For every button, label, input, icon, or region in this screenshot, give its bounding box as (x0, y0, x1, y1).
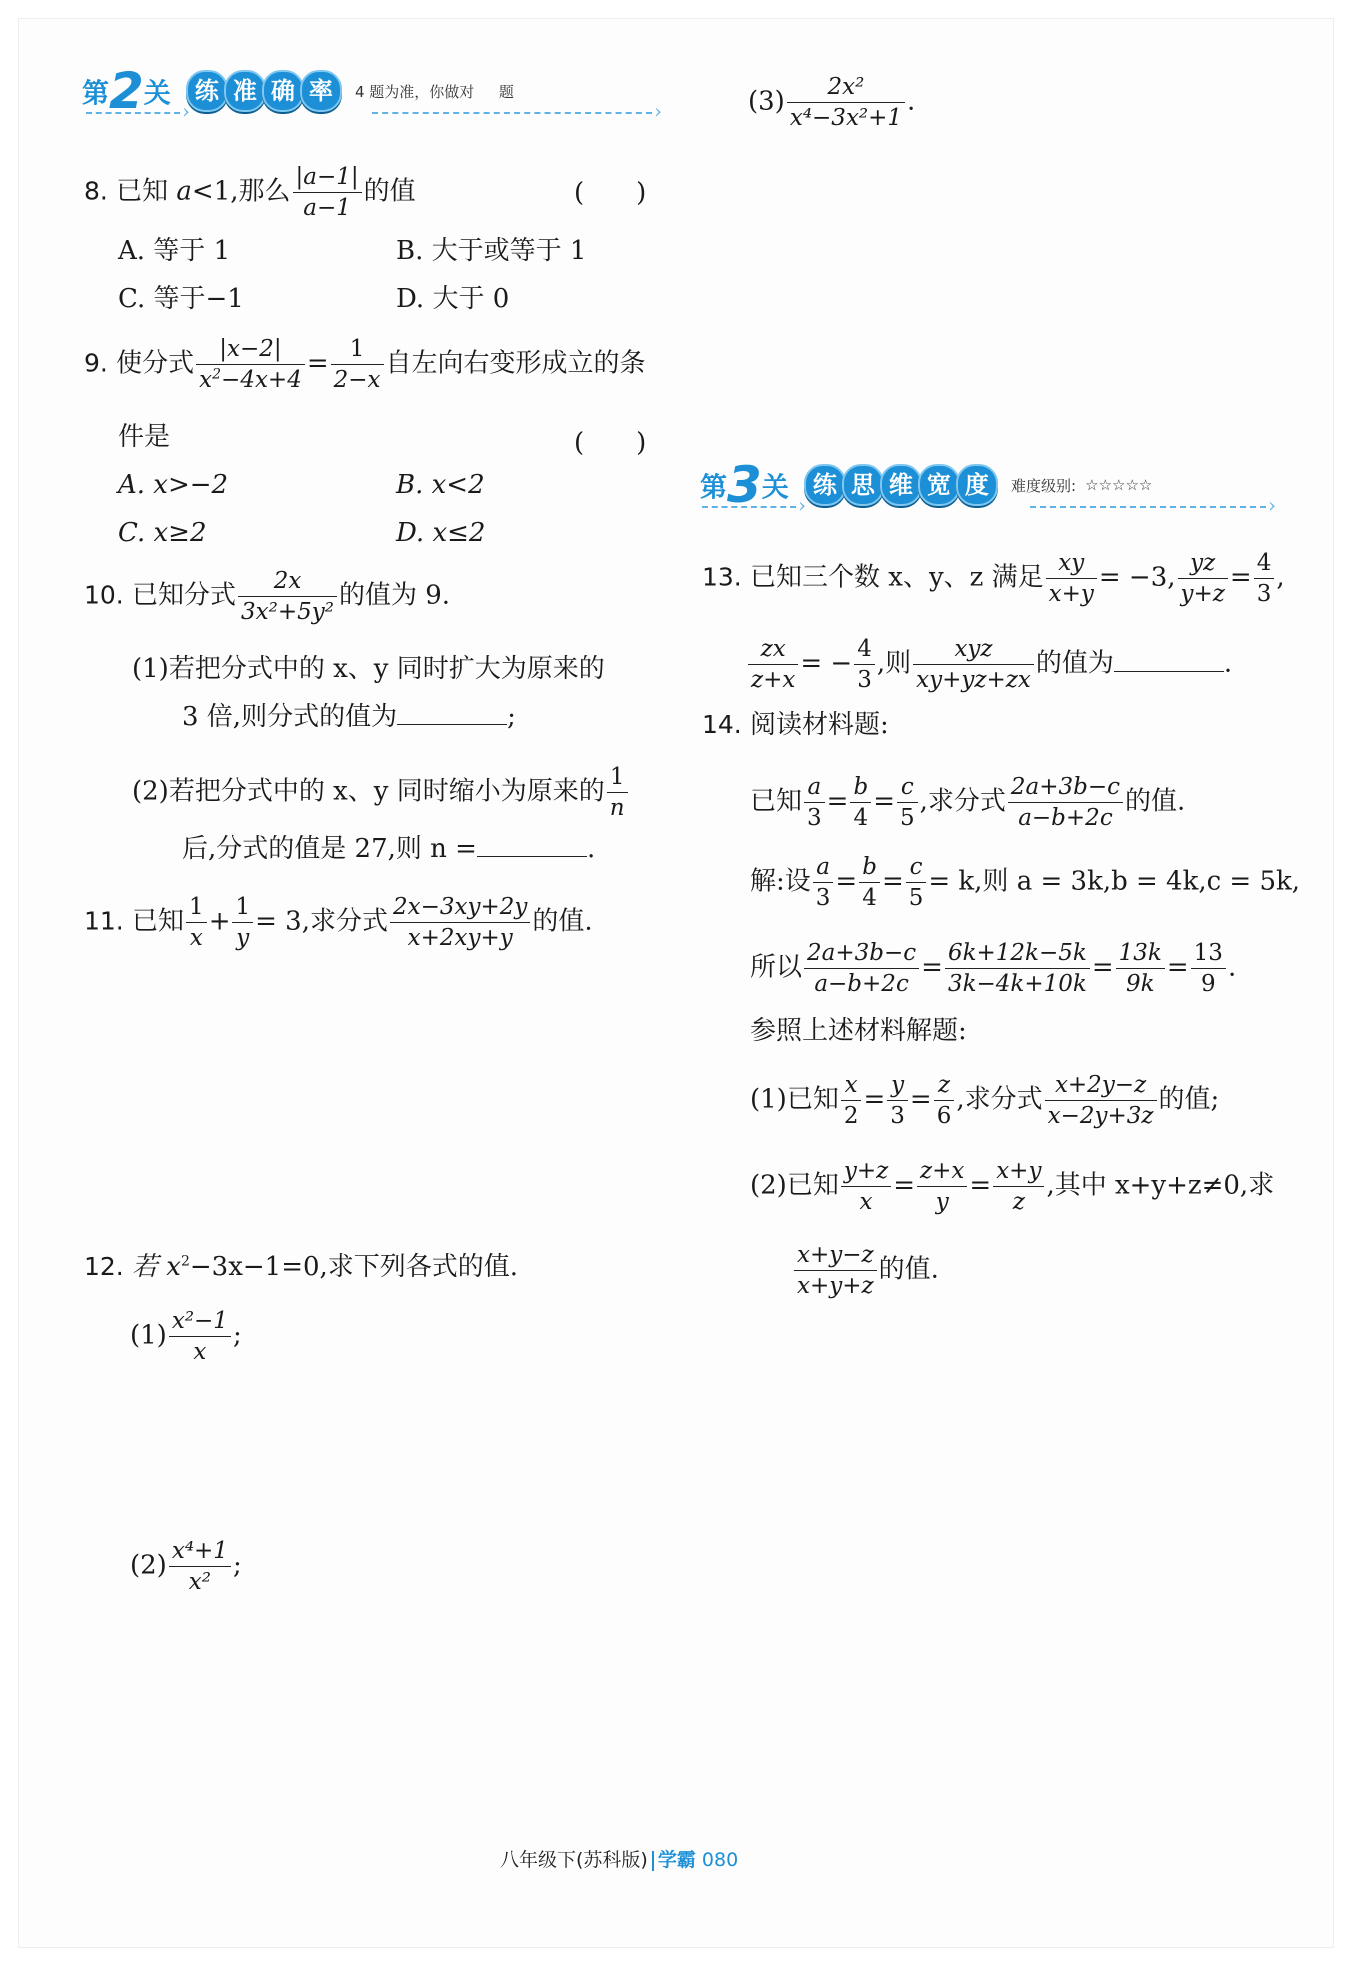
fraction-numerator: b (850, 772, 871, 803)
question-9-option-a: A. x>−2 (118, 470, 229, 500)
fraction-denominator: 3k−4k+10k (947, 971, 1087, 997)
part-1-fraction-c (934, 1070, 955, 1131)
question-9-tail: 自左向右变形成立的条 (385, 348, 646, 379)
question-11-fraction-main (390, 892, 530, 953)
fraction-denominator: y (935, 1189, 949, 1215)
question-12-part-1 (130, 1306, 242, 1367)
question-8-lead: 已知 (116, 176, 177, 207)
question-10-part-2-text: (2)若把分式中的 x、y 同时缩小为原来的 (132, 776, 605, 807)
fraction-numerator: 1 (232, 892, 253, 923)
question-14-reference: 参照上述材料解题: (750, 1016, 967, 1046)
solution-2-fraction-d (1191, 938, 1226, 999)
fraction-denominator: 6 (936, 1103, 952, 1129)
footer-grade: 八年级下(苏科版) (500, 1849, 648, 1871)
section-3-title-char: 宽 (918, 464, 960, 506)
fraction-denominator-var: x (199, 367, 213, 393)
fraction-numerator: c (897, 772, 918, 803)
question-12-part-1-fraction (169, 1306, 231, 1367)
part-2-lead: (2)已知 (750, 1170, 839, 1201)
part-2-fraction-a (841, 1156, 891, 1217)
fraction-numerator: x+y−z (794, 1240, 877, 1271)
fraction-denominator: 3 (807, 805, 822, 831)
fraction-numerator: 2a+3b−c (804, 938, 919, 969)
fraction-numerator: c (906, 852, 927, 883)
fraction-denominator: x⁴−3x²+1 (789, 105, 903, 131)
question-14-title-text: 阅读材料题: (750, 710, 889, 740)
question-8-option-d: D. 大于 0 (396, 284, 510, 314)
fraction-numerator: x²−1 (169, 1306, 231, 1337)
fraction-numerator: zx (748, 634, 798, 665)
fraction-numerator: 4 (1254, 548, 1275, 579)
fraction-denominator: z+x (751, 667, 796, 693)
question-12-part-2 (130, 1536, 242, 1597)
part-label: (3) (748, 86, 785, 117)
question-9-fraction-right (331, 334, 384, 395)
question-9-line-2: 件是 (118, 422, 171, 452)
question-13-then: ,则 (876, 648, 912, 679)
fraction-denominator: x+2xy+y (407, 925, 513, 951)
material-lead: 已知 (750, 786, 803, 817)
fraction-numerator: 13 (1191, 938, 1226, 969)
section-3-title-char: 度 (956, 464, 998, 506)
punctuation: . (1223, 648, 1233, 679)
part-2-tail: 的值. (878, 1254, 939, 1285)
fraction-numerator: |x−2| (196, 334, 305, 365)
solution-2-fraction-b (945, 938, 1090, 999)
question-11-tail: 的值. (532, 906, 593, 937)
fraction-numerator: a (813, 852, 834, 883)
solution-2-fraction-a (804, 938, 919, 999)
material-fraction-main (1008, 772, 1123, 833)
question-10-part-1-line-1: (1)若把分式中的 x、y 同时扩大为原来的 (132, 654, 605, 684)
punctuation: ; (507, 702, 516, 732)
fraction-numerator: 1 (331, 334, 384, 365)
question-11-fraction-b (232, 892, 253, 953)
fraction-numerator: x+2y−z (1045, 1070, 1157, 1101)
fraction-denominator: n (609, 795, 625, 821)
question-10-lead: 已知分式 (132, 580, 237, 611)
question-13-line-2 (746, 634, 1232, 695)
section-3-guan: 关 (761, 472, 789, 504)
fraction-denominator: 9k (1125, 971, 1155, 997)
question-8-var: a (176, 176, 192, 207)
fraction-numerator: 4 (854, 634, 875, 665)
fraction-numerator: y (887, 1070, 908, 1101)
fraction-numerator: xy (1046, 548, 1097, 579)
question-8-option-b: B. 大于或等于 1 (396, 236, 587, 266)
fraction-numerator: y+z (841, 1156, 891, 1187)
fraction-denominator: x (189, 925, 203, 951)
question-13-eq-4: = − (800, 648, 853, 679)
question-13-fraction-6 (913, 634, 1034, 695)
question-12-number: 12. (84, 1252, 124, 1281)
part-1-fraction-main (1045, 1070, 1157, 1131)
fraction-denominator: xy+yz+zx (916, 667, 1031, 693)
section-2-underline (86, 112, 180, 114)
part-label: (1) (130, 1320, 167, 1351)
question-11-fraction-a (186, 892, 207, 953)
part-2-fraction-main (794, 1240, 877, 1301)
section-2-title (186, 70, 338, 112)
part-2-fraction-c (993, 1156, 1044, 1217)
material-mid: ,求分式 (919, 786, 1006, 817)
question-13-fraction-2 (1178, 548, 1228, 609)
section-2-title-char: 练 (186, 70, 228, 112)
fraction-numerator: 2x−3xy+2y (390, 892, 530, 923)
question-9-number: 9. (84, 348, 108, 378)
fraction-denominator: 3 (890, 1103, 905, 1129)
fraction-numerator: 1 (186, 892, 207, 923)
part-2-fraction-b (917, 1156, 967, 1217)
question-11-number: 11. (84, 906, 124, 936)
fraction-denominator: z (1012, 1189, 1025, 1215)
punctuation: . (907, 86, 916, 117)
section-3-title-char: 思 (842, 464, 884, 506)
question-12-part-2-fraction (169, 1536, 231, 1597)
fraction-numerator: z+x (917, 1156, 967, 1187)
fraction-denominator: 5 (899, 805, 915, 831)
fraction-numerator: |a−1| (293, 162, 362, 193)
part-2-mid: ,其中 x+y+z≠0,求 (1046, 1170, 1275, 1201)
question-13-line-1 (702, 548, 1285, 609)
page-number: 080 (701, 1849, 739, 1871)
fraction-numerator: a (804, 772, 825, 803)
fraction-denominator: a−b+2c (814, 971, 909, 997)
part-1-fraction-a (841, 1070, 862, 1131)
plus-sign: + (208, 906, 231, 937)
question-13-fraction-1 (1046, 548, 1097, 609)
question-8-tail: 的值 (363, 176, 416, 207)
fraction-numerator: z (934, 1070, 955, 1101)
fraction-numerator: 6k+12k−5k (945, 938, 1090, 969)
question-8-answer-paren[interactable]: ( ) (574, 178, 647, 208)
punctuation: ; (232, 1320, 242, 1351)
solution-fraction-a (813, 852, 834, 913)
footer-separator (652, 1851, 654, 1871)
section-3-title-char: 维 (880, 464, 922, 506)
question-8-option-a: A. 等于 1 (118, 236, 231, 266)
part-1-fraction-b (887, 1070, 908, 1131)
material-fraction-c (897, 772, 918, 833)
solution-lead: 解:设 (750, 866, 811, 897)
solution-fraction-c (906, 852, 927, 913)
question-8-number: 8. (84, 176, 108, 206)
solution-2-fraction-c (1116, 938, 1165, 999)
material-fraction-b (850, 772, 871, 833)
question-13-lead: 已知三个数 x、y、z 满足 (750, 562, 1044, 593)
section-3-difficulty-label: 难度级别: (1010, 476, 1077, 495)
question-13-fraction-5 (854, 634, 875, 695)
question-10-tail: 的值为 9. (339, 580, 451, 611)
question-8-fraction (293, 162, 362, 223)
fraction-denominator: a−b+2c (1018, 805, 1113, 831)
fraction-denominator: x (193, 1339, 207, 1365)
fraction-numerator: x (841, 1070, 862, 1101)
fraction-numerator: 1 (607, 762, 628, 793)
solution-2-lead: 所以 (750, 952, 803, 983)
solution-fraction-b (859, 852, 880, 913)
question-12-part-3 (748, 72, 915, 133)
punctuation: , (1276, 562, 1285, 593)
material-fraction-a (804, 772, 825, 833)
section-3-title (804, 464, 994, 506)
part-1-tail: 的值; (1158, 1084, 1220, 1115)
question-9-option-d: D. x≤2 (396, 518, 486, 548)
answer-blank[interactable] (477, 832, 587, 857)
part-label: (2) (130, 1550, 167, 1581)
question-14-solution-2: 所以 $\frac{2a+3b-c}{a-b+2c}$ = $\frac{6k+12k-5k}{3k-4k+10k}$ = $\frac{13k}{9k}$ = $\frac{13}{9}$ . (750, 940, 1237, 997)
solution-tail: = k,则 a = 3k,b = 4k,c = 5k, (928, 866, 1301, 897)
equals-sign: = (306, 348, 329, 379)
fraction-denominator: 3 (1256, 581, 1272, 607)
fraction-numerator: xyz (913, 634, 1034, 665)
question-10-part-2-fraction (607, 762, 628, 823)
section-3-di: 第 (700, 472, 727, 504)
fraction-denominator: 5 (908, 885, 924, 911)
fraction-denominator: x−2y+3z (1047, 1103, 1154, 1129)
footer-brand: 学霸 (657, 1849, 696, 1871)
fraction-denominator: y (236, 925, 250, 951)
fraction-denominator: y+z (1180, 581, 1225, 607)
question-8-option-c: C. 等于−1 (118, 284, 244, 314)
question-10 (84, 566, 450, 627)
question-11-lead: 已知 (132, 906, 185, 937)
question-9 (84, 334, 646, 395)
fraction-numerator: x⁴+1 (169, 1536, 231, 1567)
section-2-score-note: 4 题为准，你做对 题 (354, 82, 514, 101)
fraction-denominator-rest: −4x+4 (221, 367, 302, 393)
question-14-part-2: (2)已知 $\frac{y+z}{x}$ = $\frac{z+x}{y}$ = $\frac{x+y}{z}$ ,其中 x+y+z≠0,求 (750, 1158, 1275, 1215)
question-14-part-2-line-2 (792, 1240, 939, 1301)
question-14-number: 14. (702, 710, 742, 739)
fraction-numerator: x+y (993, 1156, 1044, 1187)
fraction-numerator: 2a+3b−c (1008, 772, 1123, 803)
material-tail: 的值. (1125, 786, 1186, 817)
question-11-mid: = 3,求分式 (255, 906, 388, 937)
question-10-part-1-line-2 (182, 700, 516, 734)
fraction-denominator: a−1 (303, 195, 351, 221)
part-1-mid: ,求分式 (956, 1084, 1043, 1115)
punctuation: . (1227, 952, 1237, 983)
section-3-difficulty-underline (1030, 506, 1266, 508)
section-2-title-char: 率 (300, 70, 342, 112)
fraction-denominator: 2−x (333, 367, 381, 393)
question-13-fraction-3 (1254, 548, 1275, 609)
answer-blank[interactable] (1114, 647, 1224, 672)
fraction-denominator: 2 (843, 1103, 859, 1129)
fraction-numerator: 2x² (787, 72, 905, 103)
fraction-numerator: yz (1178, 548, 1228, 579)
fraction-numerator: 13k (1116, 938, 1165, 969)
section-3-number: 3 (727, 456, 762, 514)
section-3-difficulty-stars: ☆☆☆☆☆ (1085, 476, 1153, 494)
question-11 (84, 892, 593, 953)
question-10-part-2-line-1 (132, 762, 630, 823)
question-13-fraction-4 (748, 634, 798, 695)
section-2-note-underline (372, 112, 652, 114)
fraction-denominator: 4 (862, 885, 877, 911)
punctuation: ; (232, 1550, 242, 1581)
fraction-denominator: x (859, 1189, 873, 1215)
question-10-number: 10. (84, 580, 124, 610)
punctuation: . (586, 834, 596, 864)
question-14-solution-1: 解:设 $\frac{a}{3}$ = $\frac{b}{4}$ = $\frac{c}{5}$ = k,则 a = 3k,b = 4k,c = 5k, (750, 854, 1301, 911)
question-9-option-c: C. x≥2 (118, 518, 207, 548)
fraction-denominator: 3 (815, 885, 831, 911)
section-3-underline (702, 506, 796, 508)
section-2-number: 2 (109, 62, 144, 120)
question-10-fraction (238, 566, 337, 627)
page-footer (500, 1845, 738, 1872)
question-12: 12. 若 $x^2-3x-1=0$,求下列各式的值. (84, 1252, 519, 1282)
question-14-part-1: (1)已知 $\frac{x}{2}$ = $\frac{y}{3}$ = $\frac{z}{6}$ ,求分式 $\frac{x+2y-z}{x-2y+3z}$ 的值; (750, 1072, 1220, 1129)
question-10-part-2-line-2 (182, 832, 595, 866)
question-9-answer-paren[interactable]: ( ) (574, 428, 647, 458)
question-13-number: 13. (702, 562, 742, 592)
answer-blank[interactable] (397, 700, 507, 725)
question-10-part-2-text-2: 后,分式的值是 27,则 n = (182, 834, 477, 864)
question-14-material-1: 已知 $\frac{a}{3}$ = $\frac{b}{4}$ = $\frac{c}{5}$ ,求分式 $\frac{2a+3b-c}{a-b+2c}$ 的值. (750, 774, 1186, 831)
question-12-lead-2: −3x−1=0,求下列各式的值. (189, 1252, 519, 1282)
question-8-cond: <1,那么 (191, 176, 291, 207)
question-8 (84, 162, 416, 223)
part-1-lead: (1)已知 (750, 1084, 839, 1115)
fraction-denominator: x² (188, 1569, 211, 1595)
section-2-title-char: 确 (262, 70, 304, 112)
fraction-denominator: 9 (1200, 971, 1216, 997)
section-2-title-char: 准 (224, 70, 266, 112)
fraction-denominator: 4 (853, 805, 869, 831)
question-10-part-1-text: 3 倍,则分式的值为 (182, 702, 398, 732)
question-9-option-b: B. x<2 (396, 470, 485, 500)
question-13-eq-1: = −3, (1098, 562, 1176, 593)
fraction-denominator: 3x²+5y² (241, 599, 334, 625)
question-14-title (702, 708, 889, 742)
fraction-numerator: 2x (238, 566, 337, 597)
fraction-denominator: x+y (1048, 581, 1094, 607)
section-3-title-char: 练 (804, 464, 846, 506)
fraction-numerator: b (859, 852, 880, 883)
question-13-eq-2: = (1229, 562, 1252, 593)
section-2-guan: 关 (143, 78, 171, 110)
question-13-tail: 的值为 (1035, 648, 1114, 679)
fraction-denominator: 3 (857, 667, 872, 693)
section-2-di: 第 (82, 78, 109, 110)
fraction-denominator: x+y+z (797, 1273, 874, 1299)
question-9-lead: 使分式 (116, 348, 195, 379)
question-12-lead: 若 x (132, 1252, 181, 1282)
question-12-part-3-fraction (787, 72, 905, 133)
question-9-fraction-left: $\frac{|x-2|}{x^2-4x+4}$ (196, 334, 305, 395)
